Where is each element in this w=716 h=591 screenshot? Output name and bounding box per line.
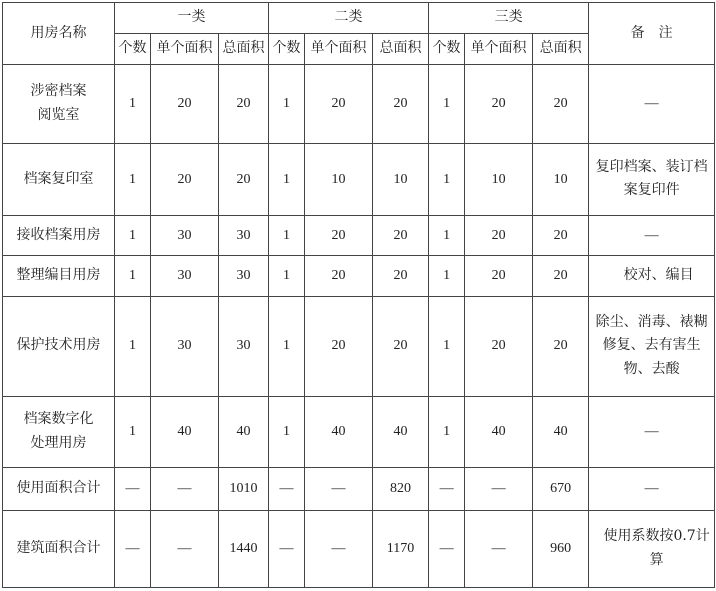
room-name-cell: 接收档案用房 bbox=[3, 215, 115, 256]
class3-unit-area: 40 bbox=[465, 396, 533, 467]
class3-unit-area: — bbox=[465, 467, 533, 510]
class1-count: 1 bbox=[115, 65, 151, 144]
class1-total-area: 40 bbox=[219, 396, 269, 467]
header-row-1 bbox=[3, 3, 715, 34]
class2-unit-area: — bbox=[305, 510, 373, 587]
class3-total-area: 20 bbox=[533, 65, 589, 144]
class2-count: — bbox=[269, 510, 305, 587]
room-name-cell: 档案数字化处理用房 bbox=[3, 396, 115, 467]
header-unit-area: 单个面积 bbox=[465, 34, 533, 65]
class1-count: 1 bbox=[115, 256, 151, 297]
header-note: 备 注 bbox=[589, 3, 715, 65]
class3-count: 1 bbox=[429, 144, 465, 215]
note-cell: 校对、编目 bbox=[589, 256, 715, 297]
room-name-cell: 建筑面积合计 bbox=[3, 510, 115, 587]
header-class-2: 二类 bbox=[269, 3, 429, 34]
class3-total-area: 40 bbox=[533, 396, 589, 467]
class1-unit-area: — bbox=[151, 510, 219, 587]
class3-unit-area: — bbox=[465, 510, 533, 587]
class1-count: 1 bbox=[115, 396, 151, 467]
room-area-table bbox=[2, 2, 715, 588]
header-count: 个数 bbox=[269, 34, 305, 65]
class3-count: 1 bbox=[429, 215, 465, 256]
class3-unit-area: 10 bbox=[465, 144, 533, 215]
table-row bbox=[3, 144, 715, 215]
class1-unit-area: 40 bbox=[151, 396, 219, 467]
class1-total-area: 30 bbox=[219, 256, 269, 297]
note-cell: 复印档案、装订档案复印件 bbox=[589, 144, 715, 215]
note-cell: — bbox=[589, 396, 715, 467]
class3-total-area: 960 bbox=[533, 510, 589, 587]
note-cell: 除尘、消毒、裱糊修复、去有害生物、去酸 bbox=[589, 296, 715, 396]
class1-unit-area: — bbox=[151, 467, 219, 510]
class1-count: 1 bbox=[115, 296, 151, 396]
class1-unit-area: 30 bbox=[151, 215, 219, 256]
table-row bbox=[3, 396, 715, 467]
class3-total-area: 10 bbox=[533, 144, 589, 215]
header-total-area: 总面积 bbox=[533, 34, 589, 65]
class2-total-area: 20 bbox=[373, 296, 429, 396]
class2-unit-area: 20 bbox=[305, 256, 373, 297]
class2-total-area: 820 bbox=[373, 467, 429, 510]
class3-total-area: 20 bbox=[533, 256, 589, 297]
header-unit-area: 单个面积 bbox=[305, 34, 373, 65]
table-row bbox=[3, 215, 715, 256]
header-unit-area: 单个面积 bbox=[151, 34, 219, 65]
class3-total-area: 20 bbox=[533, 215, 589, 256]
class2-count: 1 bbox=[269, 396, 305, 467]
class2-count: 1 bbox=[269, 215, 305, 256]
note-cell: — bbox=[589, 215, 715, 256]
class2-count: 1 bbox=[269, 256, 305, 297]
table-row bbox=[3, 65, 715, 144]
room-name-cell: 使用面积合计 bbox=[3, 467, 115, 510]
class1-count: — bbox=[115, 467, 151, 510]
class1-total-area: 1440 bbox=[219, 510, 269, 587]
room-name-cell: 保护技术用房 bbox=[3, 296, 115, 396]
note-cell: 使用系数按0.7计算 bbox=[589, 510, 715, 587]
class1-unit-area: 30 bbox=[151, 256, 219, 297]
class1-unit-area: 30 bbox=[151, 296, 219, 396]
class2-unit-area: 10 bbox=[305, 144, 373, 215]
class2-count: — bbox=[269, 467, 305, 510]
class3-count: 1 bbox=[429, 256, 465, 297]
note-cell: — bbox=[589, 65, 715, 144]
header-count: 个数 bbox=[429, 34, 465, 65]
class3-unit-area: 20 bbox=[465, 256, 533, 297]
class2-unit-area: 20 bbox=[305, 65, 373, 144]
class2-total-area: 20 bbox=[373, 256, 429, 297]
class1-count: — bbox=[115, 510, 151, 587]
table-row bbox=[3, 510, 715, 587]
class1-unit-area: 20 bbox=[151, 65, 219, 144]
class2-count: 1 bbox=[269, 144, 305, 215]
class3-unit-area: 20 bbox=[465, 296, 533, 396]
header-total-area: 总面积 bbox=[373, 34, 429, 65]
class3-total-area: 20 bbox=[533, 296, 589, 396]
class3-count: 1 bbox=[429, 396, 465, 467]
note-cell: — bbox=[589, 467, 715, 510]
class3-count: — bbox=[429, 467, 465, 510]
table-row bbox=[3, 467, 715, 510]
header-class-3: 三类 bbox=[429, 3, 589, 34]
class2-count: 1 bbox=[269, 65, 305, 144]
class1-total-area: 20 bbox=[219, 144, 269, 215]
class1-total-area: 20 bbox=[219, 65, 269, 144]
class3-unit-area: 20 bbox=[465, 215, 533, 256]
header-class-1: 一类 bbox=[115, 3, 269, 34]
class1-count: 1 bbox=[115, 215, 151, 256]
table-row bbox=[3, 256, 715, 297]
header-count: 个数 bbox=[115, 34, 151, 65]
class2-count: 1 bbox=[269, 296, 305, 396]
class3-count: 1 bbox=[429, 296, 465, 396]
class2-total-area: 20 bbox=[373, 215, 429, 256]
class1-unit-area: 20 bbox=[151, 144, 219, 215]
class2-unit-area: 20 bbox=[305, 215, 373, 256]
header-room-name: 用房名称 bbox=[3, 3, 115, 65]
class1-total-area: 30 bbox=[219, 296, 269, 396]
room-name-cell: 整理编目用房 bbox=[3, 256, 115, 297]
class1-total-area: 1010 bbox=[219, 467, 269, 510]
class3-unit-area: 20 bbox=[465, 65, 533, 144]
class2-total-area: 10 bbox=[373, 144, 429, 215]
class1-count: 1 bbox=[115, 144, 151, 215]
class3-count: 1 bbox=[429, 65, 465, 144]
class2-total-area: 1170 bbox=[373, 510, 429, 587]
header-total-area: 总面积 bbox=[219, 34, 269, 65]
class2-total-area: 40 bbox=[373, 396, 429, 467]
room-name-cell: 涉密档案阅览室 bbox=[3, 65, 115, 144]
class1-total-area: 30 bbox=[219, 215, 269, 256]
class3-count: — bbox=[429, 510, 465, 587]
class2-unit-area: 40 bbox=[305, 396, 373, 467]
table-row bbox=[3, 296, 715, 396]
room-name-cell: 档案复印室 bbox=[3, 144, 115, 215]
class2-unit-area: — bbox=[305, 467, 373, 510]
class2-unit-area: 20 bbox=[305, 296, 373, 396]
class2-total-area: 20 bbox=[373, 65, 429, 144]
class3-total-area: 670 bbox=[533, 467, 589, 510]
